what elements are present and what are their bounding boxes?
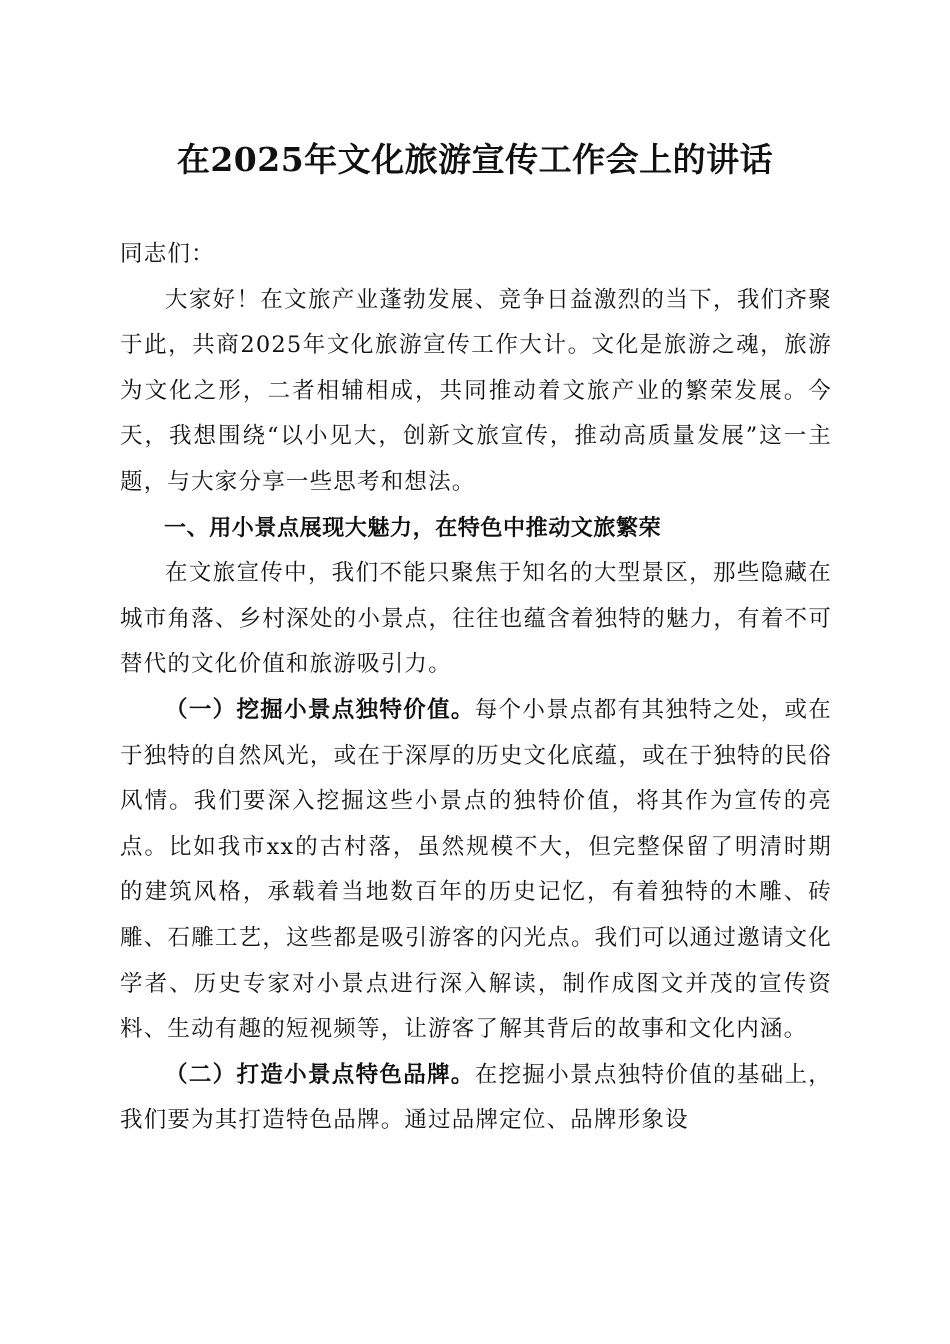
item-heading-2: （二）打造小景点特色品牌。 xyxy=(165,1061,475,1088)
item-heading-1: （一）挖掘小景点独特价值。 xyxy=(165,696,475,723)
item-paragraph-2 xyxy=(120,1053,832,1144)
document-body xyxy=(120,232,832,1144)
salutation: 同志们： xyxy=(120,241,215,267)
intro-paragraph: 大家好！在文旅产业蓬勃发展、竞争日益激烈的当下，我们齐聚于此，共商2025年文化旅游宣传工作大计。文化是旅游之魂，旅游为文化之形，二者相辅相成，共同推动着文旅产业的繁荣发展。今天，我想围绕“以小见大，创新文旅宣传，推动高质量发展”这一主题，与大家分享一些思考和想法。 xyxy=(120,286,832,495)
section-paragraph-1: 在文旅宣传中，我们不能只聚焦于知名的大型景区，那些隐藏在城市角落、乡村深处的小景点，往往也蕴含着独特的魅力，有着不可替代的文化价值和旅游吸引力。 xyxy=(120,560,832,678)
document-title: 在2025年文化旅游宣传工作会上的讲话 xyxy=(176,140,774,179)
item-text-2: 在挖掘小景点独特价值的基础上，我们要为其打造特色品牌。通过品牌定位、品牌形象设 xyxy=(120,1061,832,1134)
item-paragraph-1 xyxy=(120,688,832,1053)
section-heading-1: 一、用小景点展现大魅力，在特色中推动文旅繁荣 xyxy=(164,515,662,541)
item-text-1: 每个小景点都有其独特之处，或在于独特的自然风光，或在于深厚的历史文化底蕴，或在于独特的民俗风情。我们要深入挖掘这些小景点的独特价值，将其作为宣传的亮点。比如我市xx的古村落，虽然规模不大，但完整保留了明清时期的建筑风格，承载着当地数百年的历史记忆，有着独特的木雕、砖雕、石雕工艺，这些都是吸引游客的闪光点。我们可以通过邀请文化学者、历史专家对小景点进行深入解读，制作成图文并茂的宣传资料、生动有趣的短视频等，让游客了解其背后的故事和文化内涵。 xyxy=(120,696,832,1043)
